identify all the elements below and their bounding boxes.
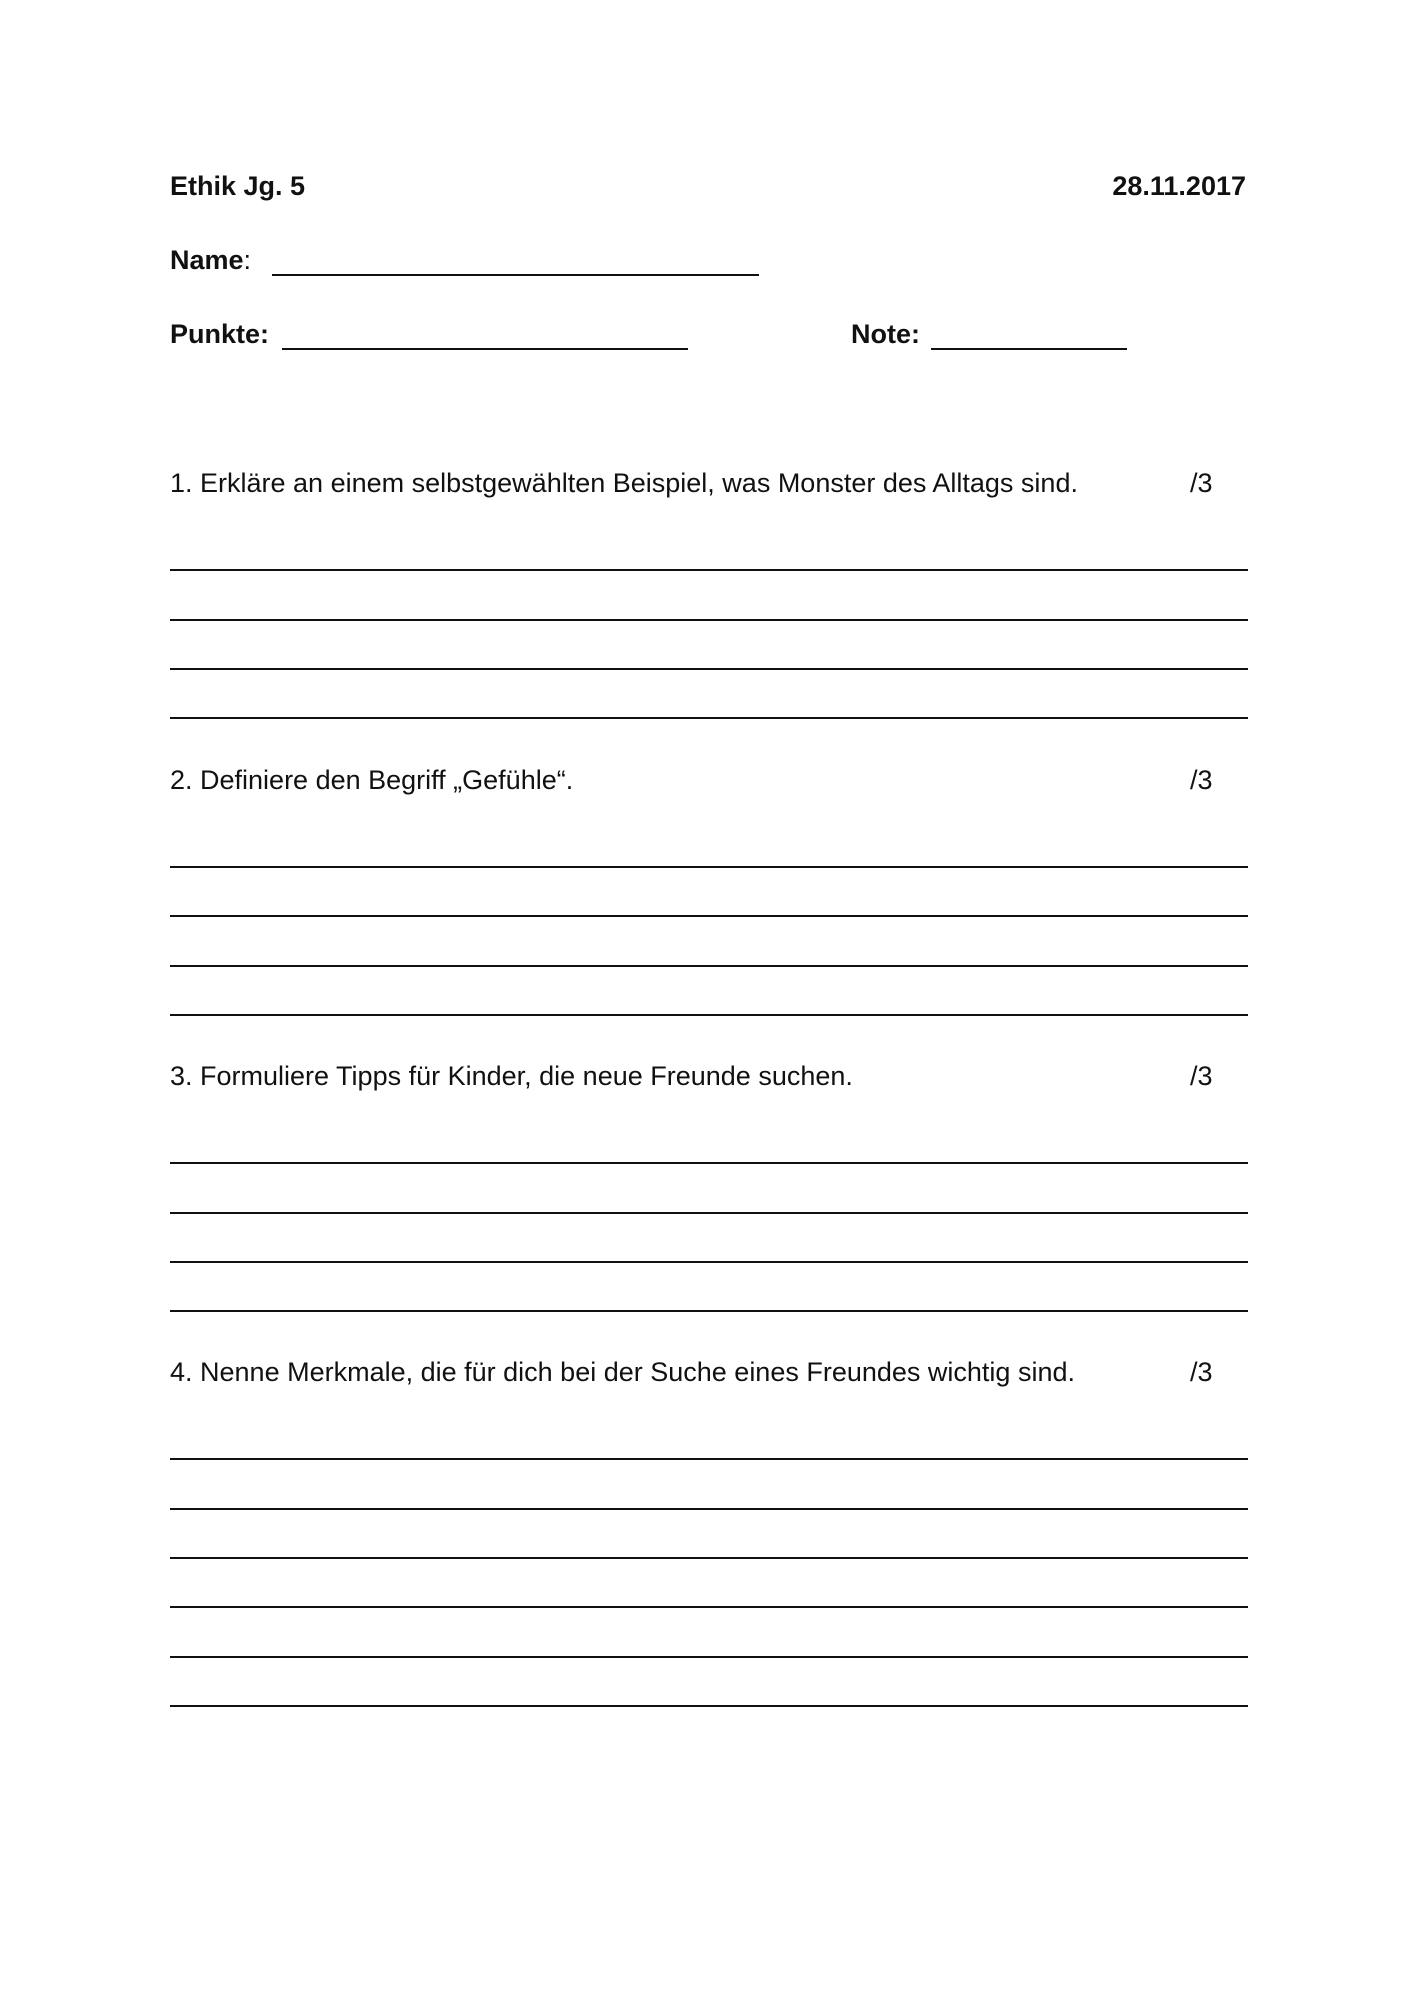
grade-input-line[interactable] [931, 348, 1127, 350]
exam-date: 28.11.2017 [1112, 171, 1246, 201]
question-3-answer-line[interactable] [170, 1310, 1248, 1312]
question-2-answer-line[interactable] [170, 915, 1248, 917]
question-4-answer-line[interactable] [170, 1458, 1248, 1460]
question-3-answer-line[interactable] [170, 1162, 1248, 1164]
question-3-answer-line[interactable] [170, 1261, 1248, 1263]
question-2-points: /3 [1190, 765, 1213, 795]
question-4-answer-line[interactable] [170, 1557, 1248, 1559]
question-1-points: /3 [1190, 468, 1213, 498]
question-4-answer-line[interactable] [170, 1656, 1248, 1658]
subject-title: Ethik Jg. 5 [170, 171, 306, 201]
question-1-answer-line[interactable] [170, 619, 1248, 621]
question-2-answer-line[interactable] [170, 1014, 1248, 1016]
name-colon: : [243, 245, 252, 275]
question-4-text: 4. Nenne Merkmale, die für dich bei der Suche eines Freundes wichtig sind. [170, 1357, 1075, 1387]
points-input-line[interactable] [282, 348, 688, 350]
question-1-answer-line[interactable] [170, 717, 1248, 719]
question-1-text: 1. Erkläre an einem selbstgewählten Beispiel, was Monster des Alltags sind. [170, 468, 1078, 498]
question-4-points: /3 [1190, 1357, 1213, 1387]
points-label: Punkte: [170, 319, 270, 349]
name-label: Name [170, 245, 244, 275]
question-3-points: /3 [1190, 1061, 1213, 1091]
question-3-text: 3. Formuliere Tipps für Kinder, die neue Freunde suchen. [170, 1061, 853, 1091]
question-4-answer-line[interactable] [170, 1606, 1248, 1608]
grade-label: Note: [851, 319, 920, 349]
question-1-answer-line[interactable] [170, 569, 1248, 571]
name-input-line[interactable] [272, 274, 759, 276]
name-row [170, 244, 251, 276]
question-2-answer-line[interactable] [170, 866, 1248, 868]
question-4-answer-line[interactable] [170, 1508, 1248, 1510]
question-1-answer-line[interactable] [170, 668, 1248, 670]
question-2-text: 2. Definiere den Begriff „Gefühle“. [170, 765, 574, 795]
question-4-answer-line[interactable] [170, 1705, 1248, 1707]
question-3-answer-line[interactable] [170, 1212, 1248, 1214]
question-2-answer-line[interactable] [170, 965, 1248, 967]
